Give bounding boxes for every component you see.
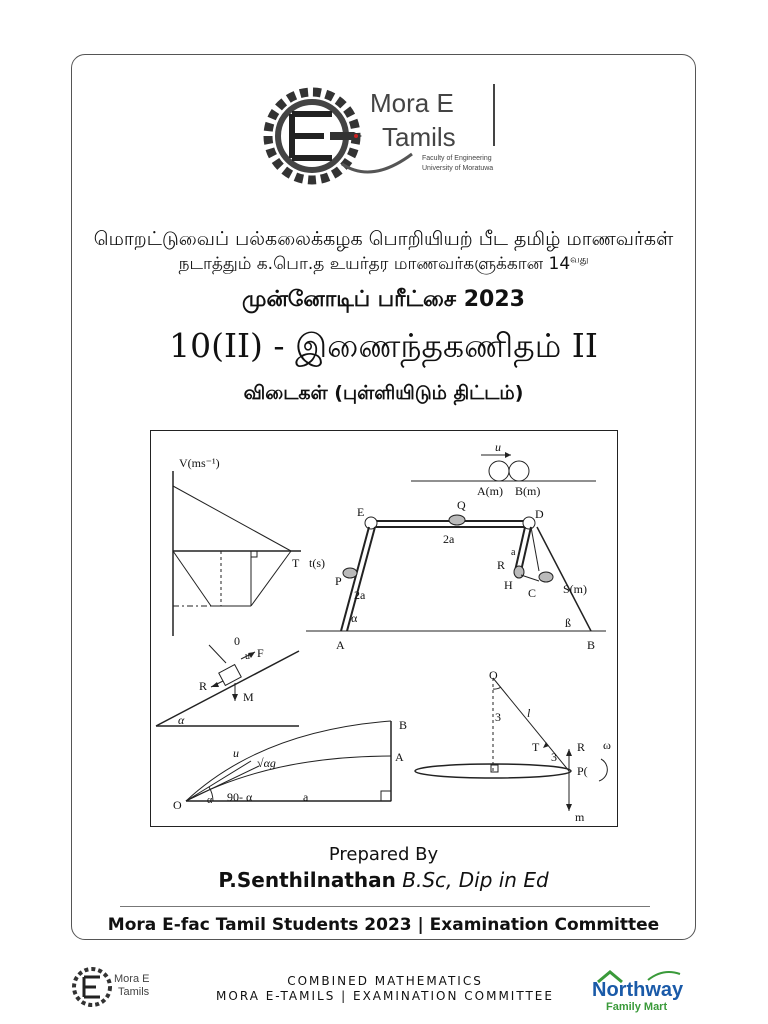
vt-T: T bbox=[292, 556, 300, 570]
lbl-P: P bbox=[335, 574, 342, 588]
pend-T: T bbox=[532, 740, 540, 754]
northway-logo bbox=[588, 964, 692, 1014]
logo-name-line2: Tamils bbox=[382, 122, 456, 152]
sponsor-bottom: Family Mart bbox=[606, 1001, 668, 1013]
proj-u: u bbox=[233, 746, 239, 760]
figure-collage bbox=[150, 430, 618, 827]
pend-P: P( bbox=[577, 764, 588, 778]
proj-B: B bbox=[399, 718, 408, 732]
title-line2-sup: வது bbox=[570, 254, 589, 266]
lbl-A: A bbox=[336, 638, 345, 652]
velocity-time-graph bbox=[173, 456, 325, 636]
collision-diagram bbox=[411, 440, 596, 498]
prepared-by-label: Prepared By bbox=[328, 844, 439, 865]
exam-title: முன்னோடிப் பரீட்சை 2023 bbox=[242, 287, 525, 312]
title-line1: மொறட்டுவைப் பல்கலைக்கழக பொறியியற் பீட தமிழ் மாணவர்கள் bbox=[93, 228, 674, 250]
title-line2 bbox=[71, 254, 696, 276]
proj-A: A bbox=[395, 750, 404, 764]
lbl-H: H bbox=[504, 578, 513, 592]
inc-zero: 0 bbox=[234, 634, 240, 648]
pend-l: l bbox=[527, 706, 531, 720]
subtitle: விடைகள் (புள்ளியிடும் திட்டம்) bbox=[243, 382, 524, 404]
pend-omega: ω bbox=[603, 738, 611, 752]
vt-xlabel: t(s) bbox=[309, 556, 325, 570]
footer-line2: MORA E-TAMILS | EXAMINATION COMMITTEE bbox=[216, 989, 554, 1003]
lbl-R: R bbox=[497, 558, 506, 572]
pend-3b: 3 bbox=[551, 750, 557, 764]
lbl-alpha: α bbox=[351, 611, 358, 625]
lbl-C: C bbox=[528, 586, 537, 600]
pend-R: R bbox=[577, 740, 586, 754]
proj-a: a bbox=[303, 790, 309, 804]
footer-line1: COMBINED MATHEMATICS bbox=[287, 974, 483, 988]
logo-sub1: Faculty of Engineering bbox=[422, 155, 492, 162]
coll-B: B(m) bbox=[515, 484, 541, 498]
mora-etamils-logo bbox=[262, 74, 512, 204]
sponsor-top: Northway bbox=[592, 979, 684, 1001]
inc-u: u bbox=[245, 651, 250, 662]
conical-pendulum-diagram bbox=[415, 668, 611, 824]
proj-angle: 90- α bbox=[227, 790, 253, 804]
lbl-2a-left: 2a bbox=[354, 588, 366, 602]
coll-A: A(m) bbox=[477, 484, 503, 498]
inc-R: R bbox=[199, 679, 208, 693]
committee-line: Mora E-fac Tamil Students 2023 | Examination Committee bbox=[107, 915, 660, 935]
incline-diagram bbox=[156, 634, 299, 727]
vt-ylabel: V(ms⁻¹) bbox=[179, 456, 220, 470]
projectile-diagram bbox=[173, 718, 407, 812]
lbl-a: a bbox=[511, 547, 516, 558]
lbl-B: B bbox=[587, 638, 596, 652]
inc-alpha: α bbox=[178, 713, 185, 727]
lbl-S: S(m) bbox=[563, 582, 587, 596]
pend-3: 3 bbox=[495, 710, 501, 724]
lbl-D: D bbox=[535, 507, 544, 521]
logo-sub2: University of Moratuwa bbox=[422, 165, 494, 172]
coll-u: u bbox=[495, 440, 501, 454]
lbl-2a-top: 2a bbox=[443, 532, 455, 546]
lbl-Q: Q bbox=[457, 498, 466, 512]
title-line2-text: நடாத்தும் க.பொ.த உயர்தர மாணவர்களுக்கான 14 bbox=[178, 254, 571, 274]
author-name: P.Senthilnathan bbox=[218, 868, 396, 892]
inc-M: M bbox=[243, 690, 254, 704]
footer-logo-line1: Mora E bbox=[114, 973, 150, 985]
logo-name-line1: Mora E bbox=[370, 88, 454, 118]
inc-F: F bbox=[257, 646, 264, 660]
pend-O: O bbox=[489, 668, 498, 682]
proj-alpha: α bbox=[207, 795, 213, 806]
prepared-by-name bbox=[71, 868, 696, 892]
lbl-E: E bbox=[357, 505, 365, 519]
lbl-beta: ß bbox=[565, 616, 571, 630]
author-degree: B.Sc, Dip in Ed bbox=[402, 868, 549, 892]
pend-m: m bbox=[575, 810, 585, 824]
proj-sqrt: √αg bbox=[257, 756, 276, 770]
footer-logo bbox=[70, 962, 170, 1012]
divider bbox=[120, 906, 650, 907]
footer-logo-line2: Tamils bbox=[118, 986, 150, 998]
paper-title: 10(II) - இணைந்தகணிதம் II bbox=[169, 326, 598, 365]
rods-diagram bbox=[306, 498, 606, 652]
proj-O: O bbox=[173, 798, 182, 812]
